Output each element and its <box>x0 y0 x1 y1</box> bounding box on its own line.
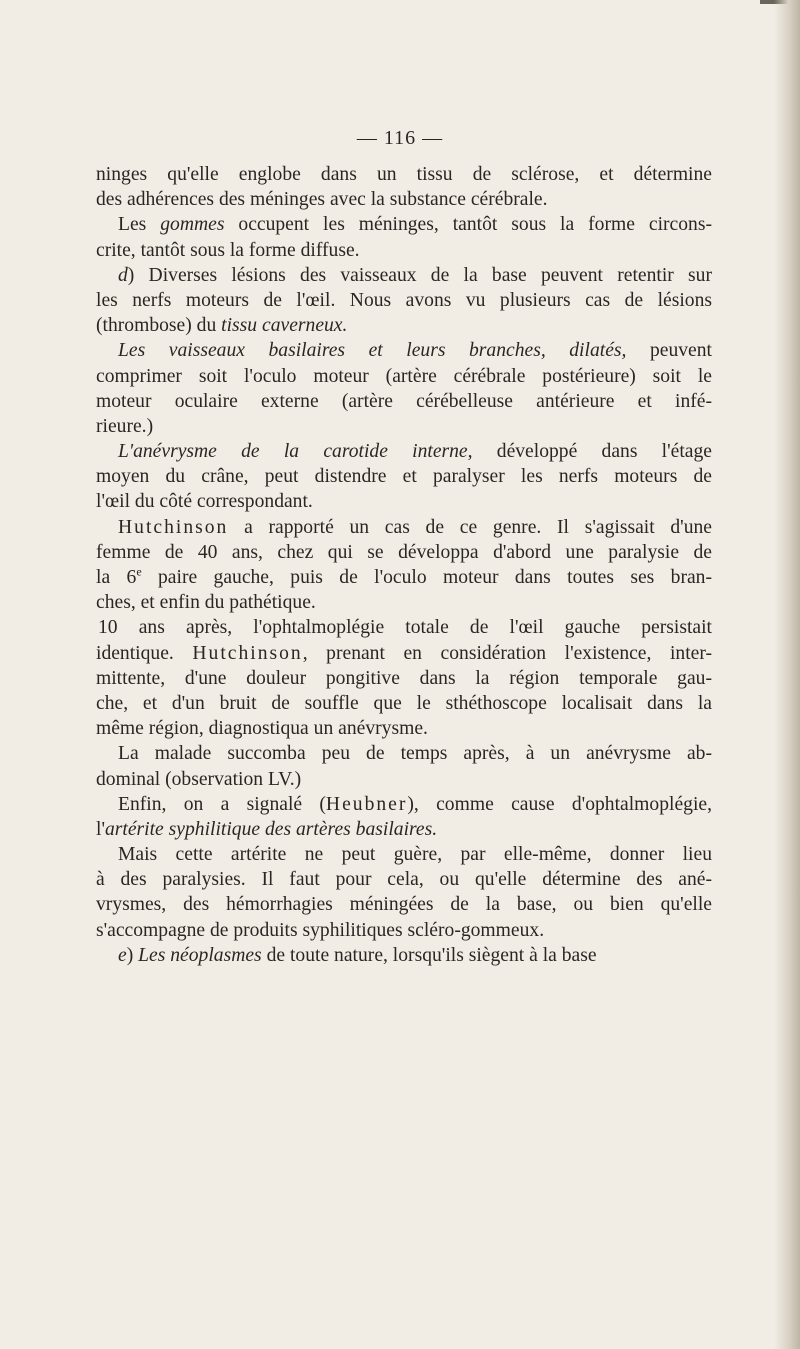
text-segment: rieure.) <box>96 415 154 437</box>
page-number: — 116 — <box>356 127 444 149</box>
text-segment: crite, tantôt sous la forme diffuse. <box>96 239 360 261</box>
text-segment: artérite syphilitique des artères basilaires. <box>104 818 438 840</box>
text-line <box>96 338 712 363</box>
text-line <box>96 741 712 766</box>
text-line <box>96 489 712 514</box>
text-segment: Les <box>118 214 161 236</box>
text-line <box>96 439 712 464</box>
text-line <box>96 943 712 968</box>
text-segment: des adhérences des méninges avec la substance cérébrale. <box>96 189 548 211</box>
text-segment: les nerfs moteurs de l'œil. Nous avons vu plusieurs cas de lésions <box>96 289 712 311</box>
text-segment: moteur oculaire externe (artère cérébelleuse antérieure et infé- <box>96 390 712 412</box>
text-line <box>96 666 712 691</box>
text-segment: Enfin, on a signalé ( <box>118 793 326 815</box>
text-segment: dominal (observation LV.) <box>96 768 302 790</box>
text-line <box>96 313 712 338</box>
text-line <box>96 590 712 615</box>
page-body <box>96 162 712 968</box>
text-segment: gommes <box>160 214 225 236</box>
text-segment: ches, et enfin du pathétique. <box>96 592 316 614</box>
text-segment: Les vaisseaux basilaires et leurs branches, dilatés, <box>118 340 627 362</box>
text-line <box>96 414 712 439</box>
text-segment: la 6 <box>96 567 137 588</box>
text-line <box>96 565 712 590</box>
text-segment: Mais cette artérite ne peut guère, par elle-même, donner lieu <box>118 844 712 866</box>
text-segment: a rapporté un cas de ce genre. Il s'agissait d'une <box>228 516 712 538</box>
text-segment: Hutchinson <box>118 516 229 538</box>
text-line <box>96 641 712 666</box>
text-line <box>96 817 712 842</box>
text-segment: à des paralysies. Il faut pour cela, ou qu'elle détermine des ané- <box>96 869 712 891</box>
text-segment: l' <box>96 818 105 840</box>
text-segment: che, et d'un bruit de souffle que le sthéthoscope localisait dans la <box>96 692 712 714</box>
text-line <box>96 767 712 792</box>
text-segment: même région, diagnostiqua un anévrysme. <box>96 718 428 740</box>
text-segment: Les néoplasmes <box>138 944 262 966</box>
text-segment: comprimer soit l'oculo moteur (artère cérébrale postérieure) soit le <box>96 365 712 387</box>
text-line <box>96 263 712 288</box>
text-line <box>96 515 712 540</box>
text-line <box>96 540 712 565</box>
text-segment: ) Diverses lésions des vaisseaux de la base peuvent retentir sur <box>127 264 712 286</box>
text-line <box>96 716 712 741</box>
text-line <box>96 212 712 237</box>
text-segment: développé dans l'étage <box>472 441 712 463</box>
text-segment: L'anévrysme de la carotide interne, <box>118 441 473 463</box>
text-segment: e <box>136 564 142 579</box>
text-line <box>96 615 712 640</box>
text-segment: vrysmes, des hémorrhagies méningées de la base, ou bien qu'elle <box>96 894 712 916</box>
text-line <box>96 867 712 892</box>
text-segment: ) <box>126 944 139 966</box>
text-segment: s'accompagne de produits syphilitiques scléro-gommeux. <box>96 919 545 941</box>
text-segment: paire gauche, puis de l'oculo moteur dans toutes ses bran- <box>141 567 712 588</box>
text-line <box>96 238 712 263</box>
text-line <box>96 892 712 917</box>
text-segment: moyen du crâne, peut distendre et paralyser les nerfs moteurs de <box>96 466 712 488</box>
text-segment: identique. <box>96 642 193 664</box>
text-segment: l'œil du côté correspondant. <box>96 491 313 513</box>
text-segment: La malade succomba peu de temps après, à un anévrysme ab- <box>118 743 712 765</box>
text-segment: Heubner <box>325 793 408 815</box>
text-line <box>96 364 712 389</box>
text-segment: 10 ans après, l'ophtalmoplégie totale de l'œil gauche persistait <box>98 617 712 639</box>
text-segment: ), comme cause d'ophtalmoplégie, <box>407 793 712 815</box>
text-line <box>96 288 712 313</box>
text-segment: , prenant en considération l'existence, inter- <box>302 642 712 664</box>
text-segment: (thrombose) du <box>96 315 222 337</box>
text-line <box>96 389 712 414</box>
text-segment: d <box>118 264 128 286</box>
text-line <box>96 792 712 817</box>
text-line <box>96 691 712 716</box>
text-segment: tissu caverneux. <box>221 315 348 337</box>
text-line <box>96 187 712 212</box>
text-segment: ninges qu'elle englobe dans un tissu de sclérose, et détermine <box>96 164 712 185</box>
page-shadow <box>774 0 800 1349</box>
text-segment: occupent les méninges, tantôt sous la forme circons- <box>224 214 712 236</box>
text-segment: e <box>118 944 127 966</box>
text-segment: peuvent <box>626 340 712 362</box>
text-line <box>96 162 712 187</box>
text-line <box>96 842 712 867</box>
text-segment: femme de 40 ans, chez qui se développa d'abord une paralysie de <box>96 541 712 563</box>
text-segment: de toute nature, lorsqu'ils siègent à la base <box>261 944 597 966</box>
text-line <box>96 918 712 943</box>
text-line <box>96 464 712 489</box>
text-segment: Hutchinson <box>192 642 303 664</box>
text-segment: mittente, d'une douleur pongitive dans la région temporale gau- <box>96 667 712 689</box>
